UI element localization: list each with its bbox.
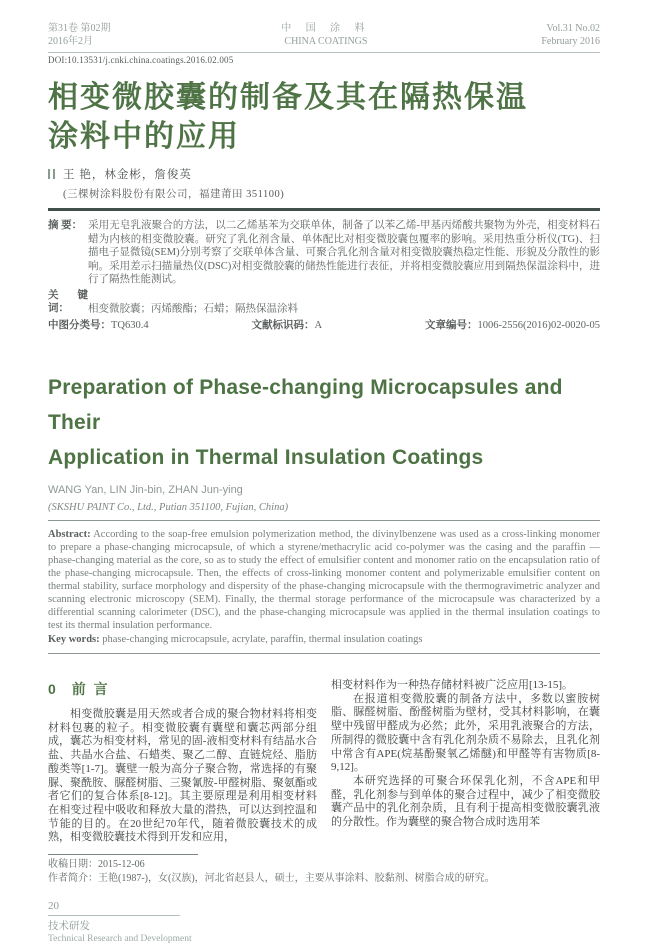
doc-code-label: 文献标识码： (251, 319, 315, 331)
keywords-en-text: phase-changing microcapsule, acrylate, paraffin, thermal insulation coatings (99, 634, 423, 645)
affiliation-cn: (三棵树涂料股份有限公司，福建莆田 351100) (63, 189, 285, 200)
divider-abstract-bottom (48, 653, 600, 654)
footnote-received (48, 858, 600, 872)
article-title-en (48, 370, 600, 475)
abstract-en-text: According to the soap-free emulsion polymerization method, the divinylbenzene was used as a cross-linking monomer to prepare a phase-changing microcapsule, of which a styrene/methacrylic acid co-polymer was the casing and the paraffin — phase-changing material as the core, so as to study the effect of emulsifier content and monomer ratio on the encapsulation ratio of the phase-changing microcapsule. Then, the effects of cross-linking monomer content and polymerizable emulsifier content on thermal stability, surface morphology and dispersity of the phase-changing microcapsule with the thermogravimetric analyzer and scanning electronic microscopy (SEM). Finally, the thermal storage performance of the microcapsule was characterized by a differential scanning calorimeter (DSC), and the phase-changing microcapsule was applied in the thermal insulation coatings to test its thermal insulation performance. (48, 529, 600, 631)
keywords-en (48, 633, 600, 646)
abstract-en (48, 528, 600, 632)
body-paragraph-left: 相变微胶囊是用天然或者合成的聚合物材料将相变材料包裹的粒子。相变微胶囊有囊壁和囊芯两部分组成，囊芯为相变材料，常见的固-液相变材料有结晶水合盐、共晶水合盐、石蜡类、聚乙二醇、直链烷烃、脂肪酸类等[1-7]。囊壁一般为高分子聚合物，常选择的有聚脲、聚酰胺、脲醛树脂、三聚氰胺-甲醛树脂、聚氨酯或者它们的复合体系[8-12]。其主要原理是利用相变材料在相变过程中吸收和释放大量的潜热，可以达到控温和节能的目的。在20世纪70年代，随着微胶囊技术的成熟，相变微胶囊技术得到开发和应用， (48, 708, 317, 844)
page-footer (48, 900, 600, 946)
journal-header-right (541, 22, 600, 48)
affiliation-en: (SKSHU PAINT Co., Ltd., Putian 351100, Fujian, China) (48, 502, 289, 513)
article-title-cn-line1: 相变微胶囊的制备及其在隔热保温 (48, 81, 528, 114)
journal-volume-cn: 第31卷 第02期 (48, 23, 111, 34)
journal-name-en: CHINA COATINGS (284, 36, 368, 47)
journal-volume-en: Vol.31 No.02 (546, 23, 600, 34)
abstract-cn-text: 采用无皂乳液聚合的方法，以二乙烯基苯为交联单体，制备了以苯乙烯-甲基丙烯酸共聚物为外壳，相变材料石蜡为内核的相变微胶囊。研究了乳化剂含量、单体配比对相变微胶囊包覆率的影响。采用热重分析仪(TG)、扫描电子显微镜(SEM)分别考察了交联单体含量、可聚合乳化剂含量对相变微胶囊热稳定性能、形貌及分散性的影响。采用差示扫描量热仪(DSC)对相变微胶囊的储热性能进行表征，并将相变微胶囊应用到隔热保温涂料中，进行了隔热性能测试。 (88, 220, 600, 285)
journal-name-cn: 中 国 涂 料 (281, 23, 371, 34)
journal-header-left (48, 22, 111, 48)
footnote-received-value: 2015-12-06 (98, 859, 145, 871)
keywords-cn-text: 相变微胶囊；丙烯酸酯；石蜡；隔热保温涂料 (88, 303, 298, 314)
clc-label: 中图分类号： (48, 319, 111, 331)
journal-header-center (281, 22, 371, 48)
footer-rule (48, 915, 180, 916)
footnote-received-label: 收稿日期： (48, 859, 98, 871)
section-title: 前 言 (71, 681, 110, 697)
abstract-en-label: Abstract: (48, 529, 91, 540)
doi-line: DOI:10.13531/j.cnki.china.coatings.2016.02.005 (48, 55, 234, 65)
article-title-en-line2: Application in Thermal Insulation Coatings (48, 446, 484, 469)
author-decoration-mark (48, 169, 55, 179)
body-columns (48, 679, 600, 845)
doc-code-item (252, 319, 323, 333)
abstract-cn-label: 摘 要： (48, 220, 83, 231)
body-paragraph-right-2: 在报道相变微胶囊的制备方法中，多数以蜜胺树脂、脲醛树脂、酚醛树脂为壁材，受其材料影响，在囊壁中残留甲醛成为必然；此外，采用乳液聚合的方法，所制得的微胶囊中含有乳化剂杂质不易除去，且乳化剂中常含有APE(烷基酚聚氧乙烯醚)和甲醛等有害物质[8-9,12]。 (331, 692, 600, 774)
journal-date-cn: 2016年2月 (48, 36, 93, 47)
abstract-en-block (48, 528, 600, 646)
abstract-cn-block (48, 219, 600, 332)
journal-date-en: February 2016 (541, 36, 600, 47)
doc-code-value: A (314, 319, 323, 331)
abstract-cn (48, 219, 600, 287)
article-id-item (425, 319, 600, 333)
article-title-cn (48, 78, 600, 156)
clc-value: TQ630.4 (111, 319, 149, 331)
body-paragraph-right-3: 本研究选择的可聚合环保乳化剂，不含APE和甲醛，乳化剂参与到单体的聚合过程中，减少了相变微胶囊产品中的乳化剂杂质，且有利于提高相变微胶囊乳液的分散性。作为囊壁的聚合物合成时选用苯 (331, 774, 600, 829)
classification-row (48, 319, 600, 333)
section-heading (48, 679, 317, 699)
page-number: 20 (48, 900, 59, 913)
article-id-label: 文章编号： (425, 319, 478, 331)
keywords-cn (48, 289, 600, 316)
column-name-en: Technical Research and Development (48, 934, 192, 945)
section-number: 0 (48, 681, 58, 697)
column-name-cn: 技术研发 (48, 921, 90, 933)
footnote-bio: 作者简介：王艳(1987-)，女(汉族)，河北省赵县人，硕士，主要从事涂料、胶黏剂、树脂合成的研究。 (48, 873, 495, 885)
left-column (48, 679, 317, 845)
footnote-block (48, 854, 600, 886)
footnote-rule (48, 854, 198, 855)
right-column (331, 679, 600, 845)
divider-thick (48, 208, 600, 211)
body-paragraph-right-1: 相变材料作为一种热存储材料被广泛应用[13-15]。 (331, 679, 573, 691)
journal-header (48, 22, 600, 53)
article-title-en-line1: Preparation of Phase-changing Microcapsules and Their (48, 376, 563, 434)
clc-item (48, 319, 149, 333)
authors-cn-row (48, 166, 600, 182)
divider-abstract-top (48, 520, 600, 521)
article-id-value: 1006-2556(2016)02-0020-05 (477, 319, 600, 331)
keywords-en-label: Key words: (48, 634, 100, 645)
authors-cn: 王 艳，林金彬，詹俊英 (63, 169, 192, 181)
keywords-cn-label: 关键词： (48, 289, 88, 314)
authors-en: WANG Yan, LIN Jin-bin, ZHAN Jun-ying (48, 484, 243, 496)
article-title-cn-line2: 涂料中的应用 (48, 120, 240, 153)
